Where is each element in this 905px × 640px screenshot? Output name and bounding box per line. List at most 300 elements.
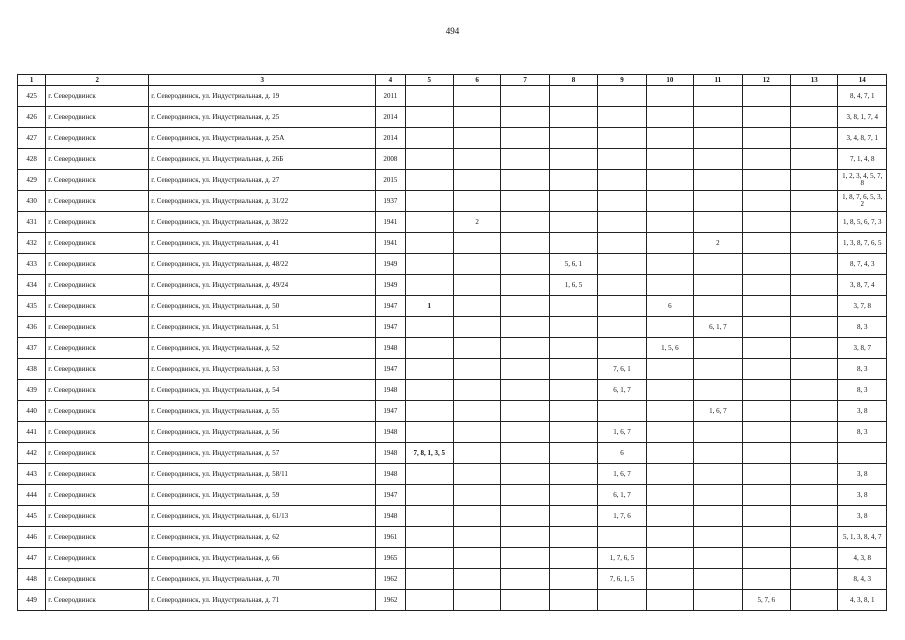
- table-cell: [405, 380, 453, 401]
- table-cell: 431: [18, 212, 46, 233]
- table-cell: 440: [18, 401, 46, 422]
- table-row: [18, 128, 887, 149]
- table-cell: 1, 6, 7: [598, 464, 646, 485]
- table-cell: 449: [18, 590, 46, 611]
- table-cell: 7, 1, 4, 8: [838, 149, 887, 170]
- table-row: [18, 464, 887, 485]
- table-cell: 1937: [376, 191, 405, 212]
- table-cell: 2011: [376, 86, 405, 107]
- column-header: 2: [46, 75, 149, 86]
- table-cell: [646, 401, 693, 422]
- table-cell: 1962: [376, 590, 405, 611]
- column-header: 9: [598, 75, 646, 86]
- table-cell: г. Северодвинск: [46, 128, 149, 149]
- table-cell: [694, 569, 742, 590]
- table-cell: [646, 422, 693, 443]
- table-cell: 1947: [376, 317, 405, 338]
- table-cell: 3, 8, 7: [838, 338, 887, 359]
- table-row: [18, 149, 887, 170]
- table-cell: [791, 569, 838, 590]
- table-cell: 1962: [376, 569, 405, 590]
- table-cell: [742, 506, 790, 527]
- table-cell: [646, 86, 693, 107]
- table-cell: 8, 3: [838, 380, 887, 401]
- table-cell: 3, 8: [838, 464, 887, 485]
- table-cell: [549, 170, 597, 191]
- table-cell: [694, 296, 742, 317]
- table-cell: [742, 464, 790, 485]
- table-cell: г. Северодвинск, ул. Индустриальная, д. 51: [149, 317, 376, 338]
- table-cell: [646, 275, 693, 296]
- table-cell: г. Северодвинск, ул. Индустриальная, д. 50: [149, 296, 376, 317]
- table-cell: [453, 548, 500, 569]
- table-cell: [694, 170, 742, 191]
- table-cell: [501, 86, 549, 107]
- table-cell: [549, 380, 597, 401]
- table-cell: 1947: [376, 401, 405, 422]
- table-cell: г. Северодвинск: [46, 296, 149, 317]
- table-cell: [694, 275, 742, 296]
- table-cell: г. Северодвинск: [46, 485, 149, 506]
- table-cell: [646, 380, 693, 401]
- table-cell: [694, 107, 742, 128]
- table-cell: [742, 170, 790, 191]
- table-cell: [405, 212, 453, 233]
- column-header: 4: [376, 75, 405, 86]
- table-cell: [791, 275, 838, 296]
- table-cell: [405, 359, 453, 380]
- table-cell: [598, 338, 646, 359]
- table-cell: [501, 128, 549, 149]
- table-cell: [646, 191, 693, 212]
- table-cell: г. Северодвинск, ул. Индустриальная, д. 48/22: [149, 254, 376, 275]
- table-cell: [501, 569, 549, 590]
- column-header: 8: [549, 75, 597, 86]
- column-header: 14: [838, 75, 887, 86]
- table-cell: [453, 485, 500, 506]
- table-cell: [791, 506, 838, 527]
- table-cell: [742, 128, 790, 149]
- table-row: [18, 485, 887, 506]
- table-cell: [405, 464, 453, 485]
- table-cell: 3, 7, 8: [838, 296, 887, 317]
- table-cell: г. Северодвинск: [46, 443, 149, 464]
- table-cell: 1948: [376, 422, 405, 443]
- table-cell: г. Северодвинск: [46, 191, 149, 212]
- table-cell: [742, 86, 790, 107]
- table-cell: [694, 86, 742, 107]
- table-cell: 1948: [376, 506, 405, 527]
- table-cell: г. Северодвинск, ул. Индустриальная, д. 25: [149, 107, 376, 128]
- table-row: [18, 275, 887, 296]
- table-cell: 3, 8: [838, 506, 887, 527]
- table-cell: [694, 149, 742, 170]
- table-cell: 1965: [376, 548, 405, 569]
- table-cell: г. Северодвинск: [46, 422, 149, 443]
- table-cell: [742, 569, 790, 590]
- table-cell: г. Северодвинск: [46, 149, 149, 170]
- table-cell: [405, 170, 453, 191]
- table-cell: 8, 7, 4, 3: [838, 254, 887, 275]
- column-header: 7: [501, 75, 549, 86]
- table-cell: [791, 107, 838, 128]
- table-cell: г. Северодвинск, ул. Индустриальная, д. 57: [149, 443, 376, 464]
- table-cell: [453, 569, 500, 590]
- table-cell: [405, 317, 453, 338]
- table-cell: 434: [18, 275, 46, 296]
- table-cell: г. Северодвинск: [46, 590, 149, 611]
- table-cell: 429: [18, 170, 46, 191]
- table-cell: [694, 191, 742, 212]
- table-cell: [742, 317, 790, 338]
- table-cell: [405, 107, 453, 128]
- table-cell: [598, 590, 646, 611]
- table-cell: 5, 7, 6: [742, 590, 790, 611]
- table-cell: [791, 485, 838, 506]
- table-cell: [501, 107, 549, 128]
- table-cell: 8, 4, 7, 1: [838, 86, 887, 107]
- table-cell: [501, 338, 549, 359]
- table-cell: [405, 275, 453, 296]
- table-cell: г. Северодвинск: [46, 359, 149, 380]
- table-cell: [646, 128, 693, 149]
- table-cell: г. Северодвинск: [46, 569, 149, 590]
- table-cell: 7, 8, 1, 3, 5: [405, 443, 453, 464]
- table-cell: [694, 338, 742, 359]
- table-cell: [453, 233, 500, 254]
- table-row: [18, 86, 887, 107]
- table-cell: [501, 527, 549, 548]
- table-cell: [791, 128, 838, 149]
- table-cell: [646, 569, 693, 590]
- table-cell: г. Северодвинск, ул. Индустриальная, д. 38/22: [149, 212, 376, 233]
- table-cell: 446: [18, 527, 46, 548]
- table-cell: [549, 401, 597, 422]
- table-cell: [405, 191, 453, 212]
- table-cell: [405, 233, 453, 254]
- table-cell: [694, 212, 742, 233]
- table-cell: [453, 359, 500, 380]
- table-cell: [598, 254, 646, 275]
- table-cell: 445: [18, 506, 46, 527]
- table-cell: [501, 443, 549, 464]
- table-cell: [549, 485, 597, 506]
- table-cell: [598, 191, 646, 212]
- table-cell: [742, 527, 790, 548]
- table-cell: [646, 233, 693, 254]
- table-cell: г. Северодвинск, ул. Индустриальная, д. 54: [149, 380, 376, 401]
- table-cell: [549, 506, 597, 527]
- table-cell: [791, 548, 838, 569]
- table-cell: [549, 317, 597, 338]
- table-cell: [501, 149, 549, 170]
- table-cell: [646, 212, 693, 233]
- table-cell: [501, 464, 549, 485]
- column-header: 12: [742, 75, 790, 86]
- table-cell: 8, 3: [838, 317, 887, 338]
- table-cell: 444: [18, 485, 46, 506]
- table-cell: [549, 443, 597, 464]
- table-cell: [501, 548, 549, 569]
- table-cell: [501, 191, 549, 212]
- table-cell: [405, 527, 453, 548]
- table-cell: 5, 6, 1: [549, 254, 597, 275]
- table-cell: [742, 380, 790, 401]
- table-cell: [549, 590, 597, 611]
- table-cell: [598, 275, 646, 296]
- table-cell: [453, 422, 500, 443]
- table-cell: 6, 1, 7: [694, 317, 742, 338]
- table-cell: [646, 506, 693, 527]
- table-row: [18, 527, 887, 548]
- table-cell: 1947: [376, 359, 405, 380]
- table-cell: [453, 128, 500, 149]
- table-cell: [501, 485, 549, 506]
- table-cell: [598, 527, 646, 548]
- table-cell: [694, 128, 742, 149]
- table-cell: г. Северодвинск, ул. Индустриальная, д. 27: [149, 170, 376, 191]
- table-cell: [742, 359, 790, 380]
- table-cell: [694, 590, 742, 611]
- table-cell: 427: [18, 128, 46, 149]
- table-row: [18, 401, 887, 422]
- table-cell: 432: [18, 233, 46, 254]
- table-cell: 2: [694, 233, 742, 254]
- table-cell: [742, 107, 790, 128]
- table-cell: 1947: [376, 296, 405, 317]
- table-cell: [646, 590, 693, 611]
- table-cell: [646, 464, 693, 485]
- table-cell: [742, 275, 790, 296]
- table-cell: [501, 380, 549, 401]
- table-cell: [549, 569, 597, 590]
- table-cell: [742, 149, 790, 170]
- table-cell: [791, 149, 838, 170]
- table-cell: 1, 6, 7: [694, 401, 742, 422]
- table-cell: [742, 422, 790, 443]
- table-cell: [791, 212, 838, 233]
- table-cell: [646, 485, 693, 506]
- table-cell: [742, 401, 790, 422]
- table-cell: [694, 443, 742, 464]
- table-row: [18, 548, 887, 569]
- table-cell: [549, 128, 597, 149]
- table-cell: [453, 590, 500, 611]
- table-cell: [453, 401, 500, 422]
- table-cell: 435: [18, 296, 46, 317]
- table-cell: г. Северодвинск, ул. Индустриальная, д. 26Б: [149, 149, 376, 170]
- table-cell: 4, 3, 8: [838, 548, 887, 569]
- column-header: 3: [149, 75, 376, 86]
- table-cell: 5, 1, 3, 8, 4, 7: [838, 527, 887, 548]
- table-cell: г. Северодвинск: [46, 86, 149, 107]
- table-cell: [646, 359, 693, 380]
- table-row: [18, 212, 887, 233]
- table-cell: г. Северодвинск, ул. Индустриальная, д. 70: [149, 569, 376, 590]
- table-cell: [742, 212, 790, 233]
- table-cell: [742, 233, 790, 254]
- table-cell: 1, 3, 8, 7, 6, 5: [838, 233, 887, 254]
- table-cell: 7, 6, 1, 5: [598, 569, 646, 590]
- table-cell: [549, 464, 597, 485]
- table-cell: [549, 107, 597, 128]
- table-cell: г. Северодвинск, ул. Индустриальная, д. 19: [149, 86, 376, 107]
- table-cell: 3, 8: [838, 401, 887, 422]
- table-cell: г. Северодвинск, ул. Индустриальная, д. 71: [149, 590, 376, 611]
- table-cell: [791, 338, 838, 359]
- column-header: 13: [791, 75, 838, 86]
- table-cell: 6, 1, 7: [598, 485, 646, 506]
- table-cell: [453, 170, 500, 191]
- table-cell: [791, 527, 838, 548]
- table-cell: [405, 548, 453, 569]
- table-cell: г. Северодвинск, ул. Индустриальная, д. 55: [149, 401, 376, 422]
- table-cell: 1949: [376, 254, 405, 275]
- table-cell: 433: [18, 254, 46, 275]
- table-cell: [694, 254, 742, 275]
- table-cell: [453, 296, 500, 317]
- table-cell: г. Северодвинск: [46, 548, 149, 569]
- table-cell: [501, 275, 549, 296]
- table-cell: 426: [18, 107, 46, 128]
- table-cell: 1, 7, 6, 5: [598, 548, 646, 569]
- table-cell: 442: [18, 443, 46, 464]
- table-cell: [453, 380, 500, 401]
- table-row: [18, 338, 887, 359]
- table-row: [18, 107, 887, 128]
- table-cell: [694, 359, 742, 380]
- table-cell: [694, 380, 742, 401]
- table-cell: [838, 443, 887, 464]
- table-cell: [453, 149, 500, 170]
- table-cell: [694, 527, 742, 548]
- table-cell: [598, 86, 646, 107]
- table-cell: г. Северодвинск: [46, 527, 149, 548]
- table-cell: г. Северодвинск: [46, 506, 149, 527]
- table-cell: [405, 506, 453, 527]
- table-cell: [405, 485, 453, 506]
- table-cell: 441: [18, 422, 46, 443]
- table-cell: [694, 506, 742, 527]
- table-row: [18, 590, 887, 611]
- table-cell: г. Северодвинск, ул. Индустриальная, д. 62: [149, 527, 376, 548]
- table-cell: [453, 443, 500, 464]
- table-cell: 2015: [376, 170, 405, 191]
- table-cell: 439: [18, 380, 46, 401]
- table-cell: [453, 464, 500, 485]
- table-cell: [405, 590, 453, 611]
- table-cell: [549, 86, 597, 107]
- table-cell: 430: [18, 191, 46, 212]
- table-cell: [501, 401, 549, 422]
- table-cell: [453, 191, 500, 212]
- table-cell: 1, 8, 5, 6, 7, 3: [838, 212, 887, 233]
- table-cell: 1948: [376, 338, 405, 359]
- table-cell: [501, 422, 549, 443]
- table-cell: [453, 527, 500, 548]
- table-cell: [791, 590, 838, 611]
- table-body: [18, 86, 887, 611]
- table-cell: [549, 548, 597, 569]
- table-cell: г. Северодвинск, ул. Индустриальная, д. 52: [149, 338, 376, 359]
- table-cell: [501, 590, 549, 611]
- table-cell: г. Северодвинск: [46, 338, 149, 359]
- table-cell: [549, 149, 597, 170]
- table-cell: [549, 296, 597, 317]
- table-cell: [453, 338, 500, 359]
- table-cell: 1948: [376, 464, 405, 485]
- table-cell: [742, 443, 790, 464]
- table-cell: 1948: [376, 380, 405, 401]
- table-cell: 2: [453, 212, 500, 233]
- table-row: [18, 191, 887, 212]
- table-cell: г. Северодвинск, ул. Индустриальная, д. 61/13: [149, 506, 376, 527]
- table-cell: г. Северодвинск: [46, 464, 149, 485]
- table-cell: г. Северодвинск: [46, 233, 149, 254]
- table-cell: 437: [18, 338, 46, 359]
- table-cell: 6, 1, 7: [598, 380, 646, 401]
- table-cell: 1, 2, 3, 4, 5, 7, 8: [838, 170, 887, 191]
- table-cell: [598, 317, 646, 338]
- table-cell: [791, 422, 838, 443]
- table-cell: г. Северодвинск, ул. Индустриальная, д. 49/24: [149, 275, 376, 296]
- table-cell: 6: [646, 296, 693, 317]
- table-cell: г. Северодвинск: [46, 212, 149, 233]
- table-cell: [405, 569, 453, 590]
- table-cell: г. Северодвинск, ул. Индустриальная, д. 58/11: [149, 464, 376, 485]
- table-cell: [791, 86, 838, 107]
- table-cell: [791, 296, 838, 317]
- table-cell: 2014: [376, 128, 405, 149]
- table-cell: г. Северодвинск: [46, 170, 149, 191]
- table-cell: г. Северодвинск, ул. Индустриальная, д. 31/22: [149, 191, 376, 212]
- table-cell: [598, 149, 646, 170]
- table-row: [18, 170, 887, 191]
- table-cell: 4, 3, 8, 1: [838, 590, 887, 611]
- table-cell: [646, 443, 693, 464]
- table-cell: [549, 338, 597, 359]
- table-cell: [598, 170, 646, 191]
- table-cell: [742, 548, 790, 569]
- table-cell: 428: [18, 149, 46, 170]
- table-cell: 1941: [376, 212, 405, 233]
- table-cell: [791, 380, 838, 401]
- table-row: [18, 296, 887, 317]
- table-row: [18, 233, 887, 254]
- table-cell: 2014: [376, 107, 405, 128]
- table-cell: г. Северодвинск, ул. Индустриальная, д. 41: [149, 233, 376, 254]
- table-cell: [501, 317, 549, 338]
- table-cell: [453, 275, 500, 296]
- table-row: [18, 443, 887, 464]
- table-cell: [694, 485, 742, 506]
- column-header: 11: [694, 75, 742, 86]
- table-row: [18, 317, 887, 338]
- table-cell: [405, 401, 453, 422]
- table-cell: [549, 422, 597, 443]
- table-cell: г. Северодвинск, ул. Индустриальная, д. 53: [149, 359, 376, 380]
- table-cell: [501, 296, 549, 317]
- table-cell: г. Северодвинск: [46, 317, 149, 338]
- table-cell: [549, 359, 597, 380]
- page-number: 494: [445, 26, 460, 36]
- table-cell: 6: [598, 443, 646, 464]
- table-cell: [791, 464, 838, 485]
- table-cell: 3, 8, 1, 7, 4: [838, 107, 887, 128]
- table-cell: 1, 7, 6: [598, 506, 646, 527]
- table-row: [18, 254, 887, 275]
- table-cell: 7, 6, 1: [598, 359, 646, 380]
